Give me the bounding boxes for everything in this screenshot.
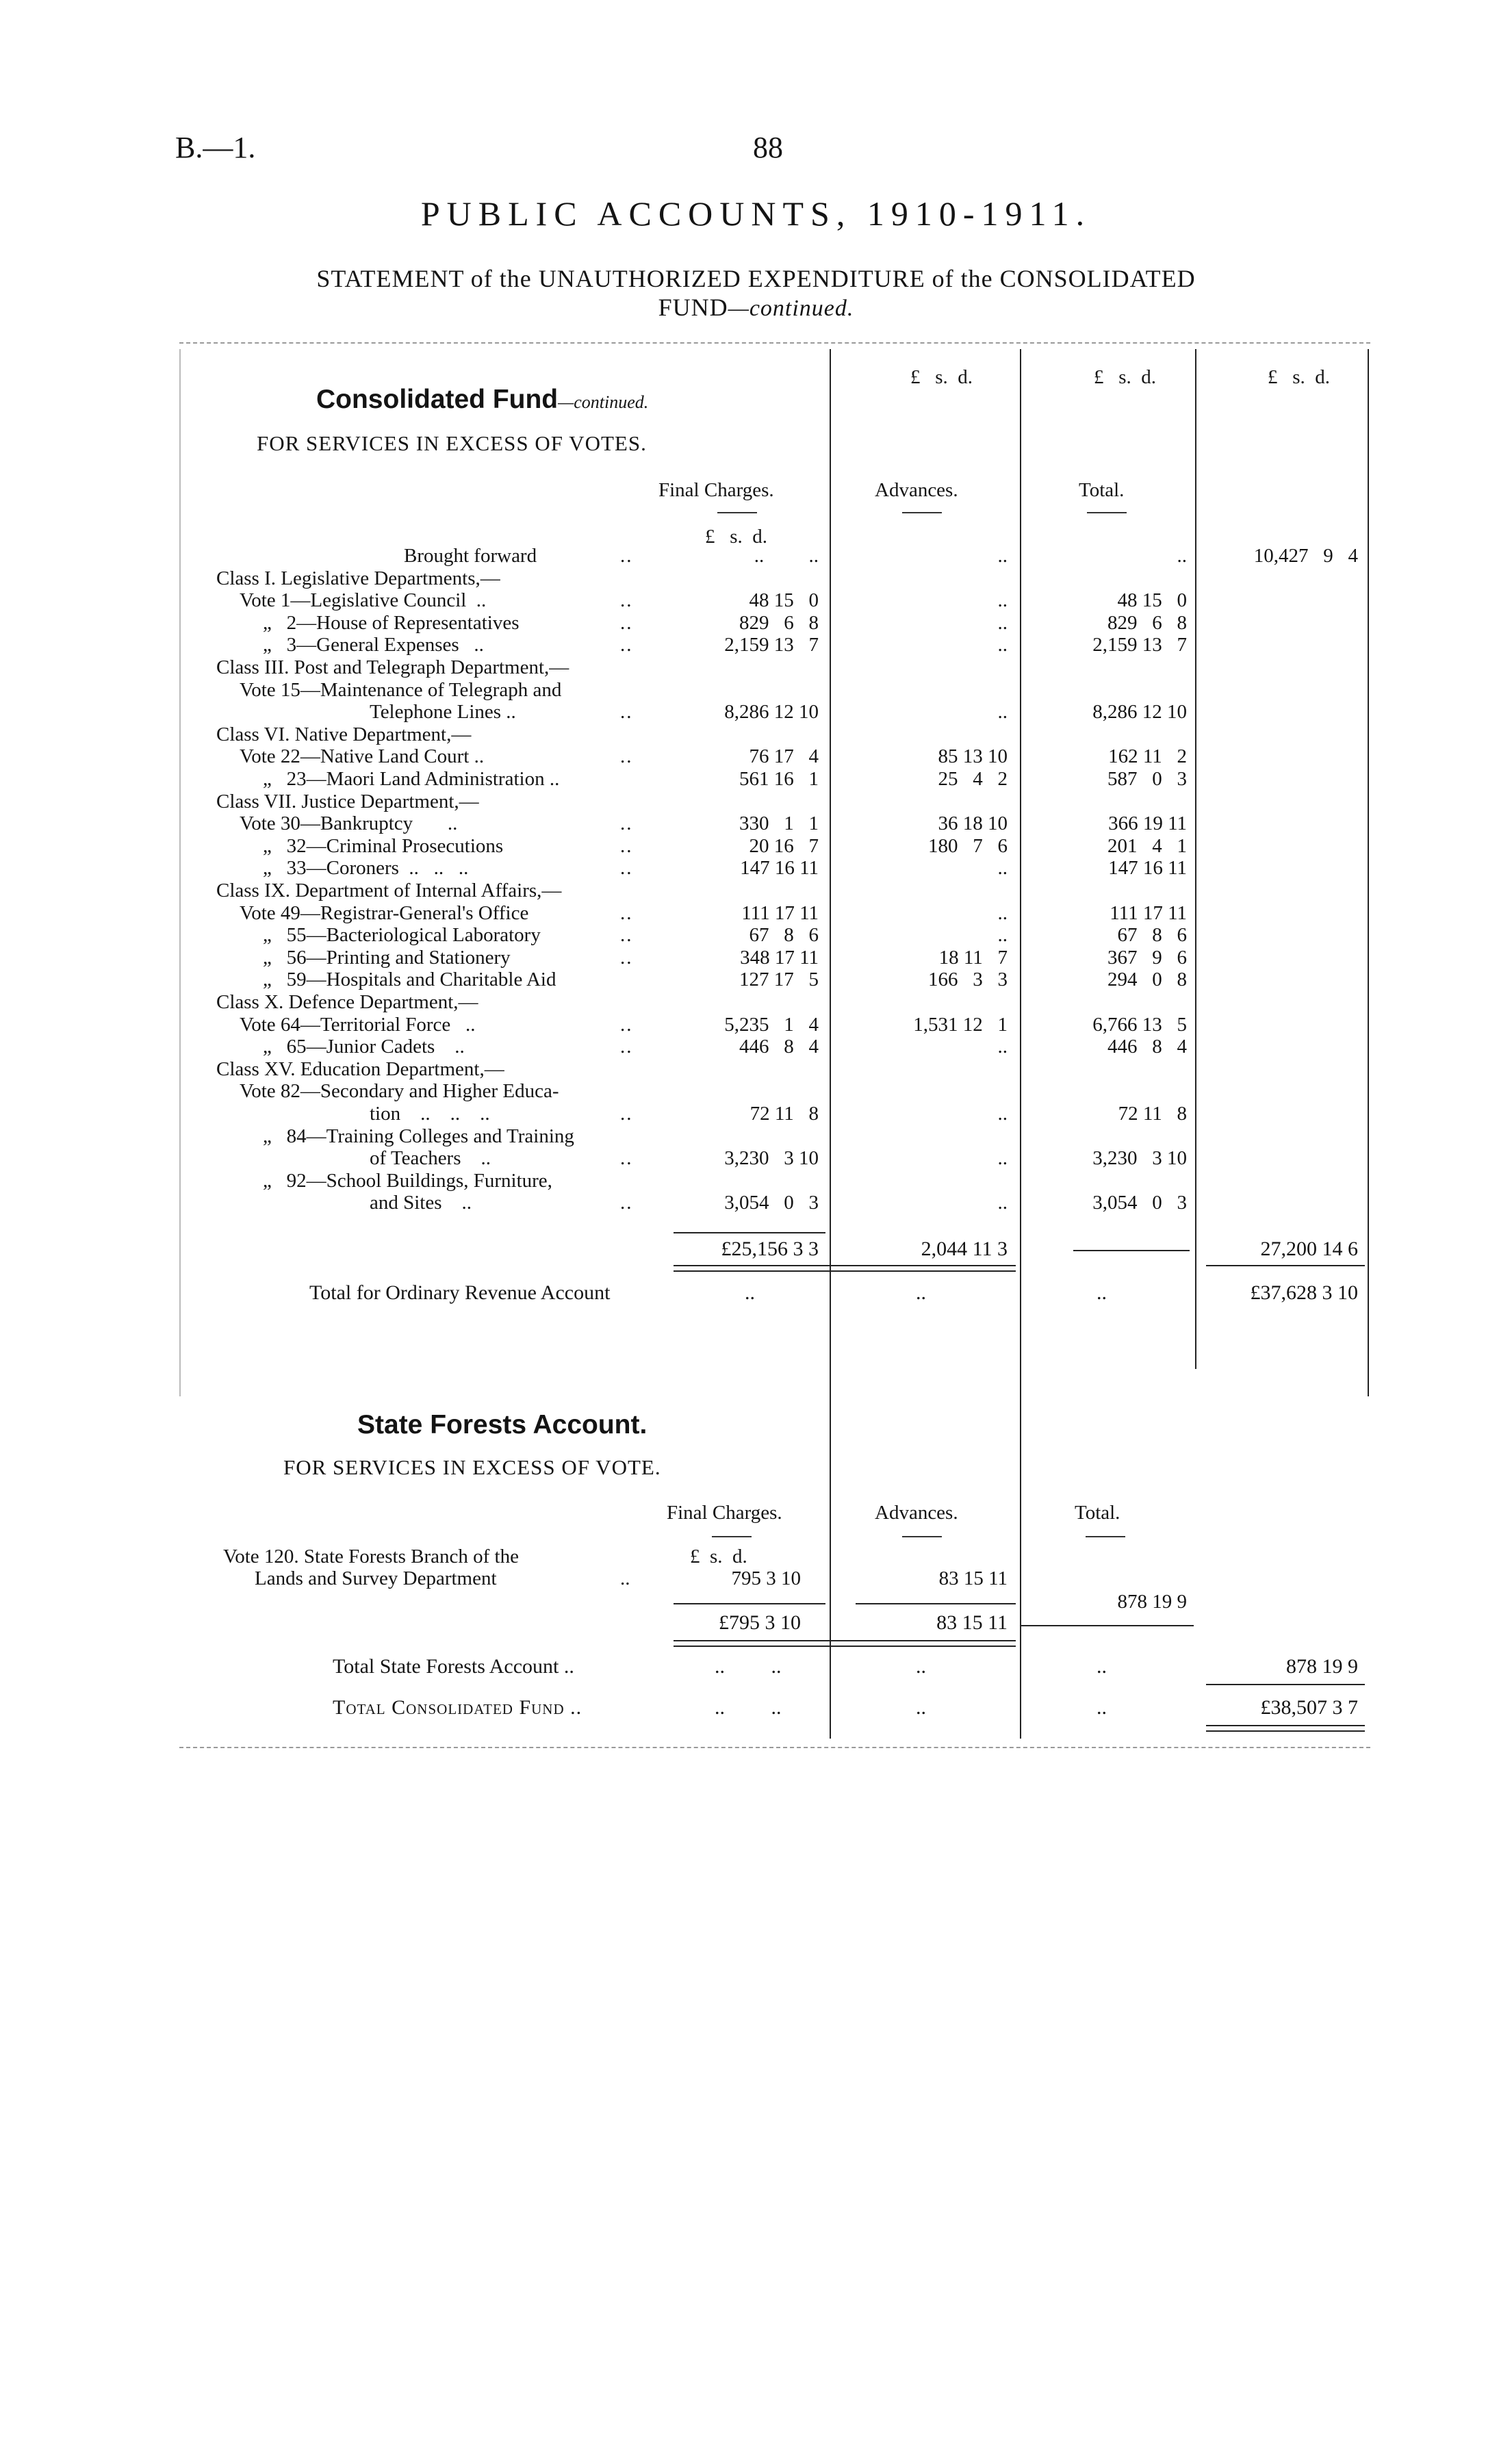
col-advances: Advances. — [875, 479, 958, 501]
s2-vote-leader: .. — [620, 1567, 630, 1589]
s2-sum-double-b — [674, 1646, 1016, 1647]
row-total: 587 0 3 — [1107, 768, 1187, 790]
row-final-charges: 127 17 5 — [739, 969, 819, 991]
col-total: Total. — [1079, 479, 1125, 501]
row-advances: .. — [997, 924, 1008, 947]
col-adv-underline — [902, 512, 942, 513]
grand-double-a — [1206, 1725, 1365, 1726]
section2-subtitle: FOR SERVICES IN EXCESS OF VOTE. — [283, 1455, 661, 1479]
table-row — [0, 679, 1512, 702]
row-total: 3,230 3 10 — [1092, 1147, 1187, 1170]
row-description: „ 23—Maori Land Administration .. — [263, 768, 560, 790]
row-leader: .. — [620, 1192, 633, 1214]
table-row — [0, 1103, 1512, 1125]
table-row — [0, 991, 1512, 1014]
subtotal-final: £25,156 3 3 — [721, 1238, 819, 1260]
row-leader: .. — [620, 611, 633, 634]
table-row — [0, 835, 1512, 858]
row-leader: .. — [620, 924, 633, 947]
s2-col-total: Total. — [1075, 1502, 1120, 1524]
row-advances: .. — [997, 589, 1008, 612]
grand-total-value: £38,507 3 7 — [1260, 1696, 1358, 1719]
row-description: „ 55—Bacteriological Laboratory — [263, 924, 541, 947]
table-row — [0, 612, 1512, 635]
row-advances: .. — [997, 634, 1008, 656]
s2-sum-total-rule — [1020, 1625, 1194, 1626]
row-total: 72 11 8 — [1118, 1103, 1187, 1125]
row-description: Brought forward — [404, 545, 537, 567]
table-row — [0, 724, 1512, 746]
table-row — [0, 1192, 1512, 1214]
row-grand: 10,427 9 4 — [1253, 545, 1358, 567]
section2-title: State Forests Account. — [357, 1410, 648, 1439]
table-row — [0, 791, 1512, 813]
s2-col-adv-underline — [902, 1536, 942, 1537]
row-final-charges: 3,054 0 3 — [724, 1192, 819, 1214]
table-row — [0, 924, 1512, 947]
subtitle-continued: —continued. — [728, 296, 854, 321]
row-final-charges: 48 15 0 — [749, 589, 819, 612]
row-final-charges: 67 8 6 — [749, 924, 819, 947]
statement-subtitle-line1: STATEMENT of the UNAUTHORIZED EXPENDITURE of the CONSOLIDATED — [316, 265, 1196, 292]
row-final-charges: 147 16 11 — [740, 857, 819, 880]
table-row — [0, 969, 1512, 991]
table-row — [0, 1036, 1512, 1058]
row-description: „ 84—Training Colleges and Training — [263, 1125, 574, 1147]
row-final-charges: 20 16 7 — [749, 834, 819, 857]
table-row — [0, 902, 1512, 925]
row-total: 367 9 6 — [1107, 946, 1187, 969]
s2-total-adv: .. — [916, 1655, 926, 1678]
row-description: „ 32—Criminal Prosecutions — [263, 834, 504, 857]
row-total: 366 19 11 — [1108, 812, 1187, 835]
table-row — [0, 857, 1512, 880]
table-row — [0, 1170, 1512, 1192]
row-final-charges: 2,159 13 7 — [724, 634, 819, 656]
grand-rule-upper — [1206, 1265, 1365, 1266]
row-description: Vote 82—Secondary and Higher Educa- — [240, 1080, 559, 1103]
subtotal-total-rule — [1073, 1250, 1190, 1251]
s2-sum-top-rule-adv — [856, 1603, 1016, 1604]
table-row — [0, 768, 1512, 791]
row-description: Class VI. Native Department,— — [216, 723, 472, 745]
row-description: Class VII. Justice Department,— — [216, 790, 479, 812]
row-final-charges: 561 16 1 — [739, 768, 819, 790]
row-total: 48 15 0 — [1117, 589, 1187, 612]
s2-vote-total: 878 19 9 — [1117, 1591, 1187, 1613]
row-description: Vote 15—Maintenance of Telegraph and — [240, 678, 562, 701]
row-description: „ 33—Coroners .. .. .. — [263, 857, 469, 880]
row-description: Telephone Lines .. — [370, 701, 516, 724]
row-description: Class III. Post and Telegraph Department,— — [216, 656, 569, 678]
ordinary-total-final: .. — [745, 1281, 755, 1304]
row-final-charges: 348 17 11 — [740, 946, 819, 969]
row-description: Vote 1—Legislative Council .. — [240, 589, 487, 612]
row-leader: .. — [620, 1036, 633, 1058]
subtotal-top-rule-final — [674, 1232, 825, 1233]
ordinary-total-adv: .. — [916, 1281, 926, 1304]
row-advances: 18 11 7 — [938, 946, 1008, 969]
row-description: „ 56—Printing and Stationery — [263, 946, 511, 969]
s2-total-grand: 878 19 9 — [1286, 1655, 1358, 1678]
row-total: 201 4 1 — [1107, 834, 1187, 857]
col-total-underline — [1087, 512, 1127, 513]
row-leader: .. — [620, 812, 633, 835]
s2-col-advances: Advances. — [875, 1502, 958, 1524]
row-advances: .. — [997, 857, 1008, 880]
row-advances: 25 4 2 — [938, 768, 1008, 790]
table-row — [0, 745, 1512, 768]
row-total: 162 11 2 — [1108, 745, 1187, 768]
table-row — [0, 634, 1512, 656]
row-advances: 166 3 3 — [928, 969, 1008, 991]
row-final-charges: 76 17 4 — [749, 745, 819, 768]
row-advances: .. — [997, 701, 1008, 724]
row-description: Class IX. Department of Internal Affairs,— — [216, 880, 562, 901]
page-title: PUBLIC ACCOUNTS, 1910-1911. — [420, 194, 1092, 233]
s2-sum-double-a — [674, 1640, 1016, 1641]
row-leader: .. — [620, 834, 633, 857]
row-final-charges: 330 1 1 — [739, 812, 819, 835]
row-description: „ 2—House of Representatives — [263, 611, 520, 634]
row-description: Vote 64—Territorial Force .. — [240, 1013, 476, 1036]
row-description: Vote 30—Bankruptcy .. — [240, 812, 458, 835]
s2-total-label: Total State Forests Account .. — [333, 1655, 574, 1678]
s2-unit-header: £ s. d. — [690, 1546, 747, 1567]
table-bottom-rule — [179, 1747, 1370, 1748]
row-leader: .. — [620, 701, 633, 724]
row-advances: 180 7 6 — [928, 834, 1008, 857]
section1-title: Consolidated Fund—continued. — [316, 385, 649, 414]
unit-header-total: £ s. d. — [1094, 366, 1157, 388]
col-final-charges: Final Charges. — [658, 479, 774, 501]
s2-vote-advances: 83 15 11 — [938, 1567, 1008, 1589]
row-advances: 85 13 10 — [938, 745, 1008, 768]
row-total: 3,054 0 3 — [1092, 1192, 1187, 1214]
row-total: 6,766 13 5 — [1092, 1013, 1187, 1036]
row-final-charges: 72 11 8 — [749, 1103, 819, 1125]
row-description: Class XV. Education Department,— — [216, 1058, 504, 1080]
row-advances: .. — [997, 901, 1008, 924]
row-advances: .. — [997, 545, 1008, 567]
row-advances: 36 18 10 — [938, 812, 1008, 835]
row-advances: .. — [997, 1147, 1008, 1170]
ordinary-total-tot: .. — [1097, 1281, 1107, 1304]
subtotal-advances: 2,044 11 3 — [921, 1238, 1008, 1260]
row-leader: .. — [620, 745, 633, 768]
row-description: Class I. Legislative Departments,— — [216, 567, 500, 589]
row-total: 147 16 11 — [1108, 857, 1187, 880]
statement-subtitle-line2 — [0, 293, 1512, 322]
s2-vote-line2: Lands and Survey Department — [255, 1567, 497, 1589]
table-row — [0, 812, 1512, 835]
row-final-charges: 829 6 8 — [739, 611, 819, 634]
row-leader: .. — [620, 634, 633, 656]
row-leader: .. — [620, 946, 633, 969]
s2-sum-final: £795 3 10 — [719, 1611, 801, 1634]
row-leader: .. — [620, 589, 633, 612]
grand-total-tot: .. — [1097, 1696, 1107, 1719]
grand-double-b — [1206, 1730, 1365, 1732]
s2-sum-top-rule — [674, 1603, 825, 1604]
row-advances: .. — [997, 1036, 1008, 1058]
row-final-charges: 111 17 11 — [741, 901, 819, 924]
s2-total-final: .. .. — [715, 1655, 782, 1678]
row-total: 67 8 6 — [1117, 924, 1187, 947]
s2-sum-advances: 83 15 11 — [936, 1611, 1008, 1634]
row-total: 829 6 8 — [1107, 611, 1187, 634]
s2-col-final: Final Charges. — [667, 1502, 782, 1524]
row-final-charges: .. .. — [754, 545, 819, 567]
row-total: 446 8 4 — [1107, 1036, 1187, 1058]
row-final-charges: 3,230 3 10 — [724, 1147, 819, 1170]
grand-total-label: Total Consolidated Fund .. — [333, 1696, 582, 1719]
subtotal-double-rule-b — [674, 1270, 1016, 1272]
grand-total-final: .. .. — [715, 1696, 782, 1719]
ordinary-total-grand: £37,628 3 10 — [1250, 1281, 1358, 1304]
table-row — [0, 589, 1512, 612]
unit-header-adv: £ s. d. — [910, 366, 973, 388]
row-advances: .. — [997, 1192, 1008, 1214]
s2-vote-line1: Vote 120. State Forests Branch of the — [223, 1546, 519, 1567]
row-leader: .. — [620, 545, 633, 567]
row-final-charges: 446 8 4 — [739, 1036, 819, 1058]
subtotal-double-rule-a — [674, 1265, 1016, 1266]
section1-subtitle: FOR SERVICES IN EXCESS OF VOTES. — [257, 431, 647, 455]
table-row — [0, 947, 1512, 969]
row-leader: .. — [620, 1013, 633, 1036]
s2-vote-final: 795 3 10 — [731, 1567, 801, 1589]
subtitle-fund: FUND — [658, 294, 728, 321]
row-description: Vote 49—Registrar-General's Office — [240, 901, 529, 924]
row-advances: .. — [997, 611, 1008, 634]
table-row — [0, 567, 1512, 590]
row-total: 294 0 8 — [1107, 969, 1187, 991]
row-leader: .. — [620, 901, 633, 924]
row-description: „ 3—General Expenses .. — [263, 634, 484, 656]
table-row — [0, 545, 1512, 567]
ordinary-total-label: Total for Ordinary Revenue Account — [309, 1281, 611, 1304]
row-advances: .. — [997, 1103, 1008, 1125]
table-row — [0, 656, 1512, 679]
table-row — [0, 701, 1512, 724]
row-description: Class X. Defence Department,— — [216, 991, 478, 1013]
row-description: tion .. .. .. — [370, 1103, 490, 1125]
row-total: 111 17 11 — [1110, 901, 1187, 924]
s2-total-tot: .. — [1097, 1655, 1107, 1678]
page-ref: B.—1. — [175, 131, 256, 164]
row-description: „ 65—Junior Cadets .. — [263, 1036, 465, 1058]
unit-header-final: £ s. d. — [705, 526, 768, 548]
row-description: „ 59—Hospitals and Charitable Aid — [263, 969, 556, 991]
row-final-charges: 8,286 12 10 — [724, 701, 819, 724]
col-final-underline — [717, 512, 757, 513]
table-row — [0, 880, 1512, 902]
table-row — [0, 1080, 1512, 1103]
unit-header-grand: £ s. d. — [1268, 366, 1331, 388]
row-leader: .. — [620, 857, 633, 880]
page-number: 88 — [753, 131, 783, 164]
table-row — [0, 1014, 1512, 1036]
s2-grand-rule — [1206, 1684, 1365, 1685]
table-top-rule — [179, 342, 1370, 344]
subtotal-grand: 27,200 14 6 — [1260, 1238, 1358, 1260]
table-row — [0, 1125, 1512, 1148]
s2-col-final-underline — [712, 1536, 752, 1537]
row-description: of Teachers .. — [370, 1147, 491, 1170]
s2-col-total-underline — [1086, 1536, 1125, 1537]
row-description: Vote 22—Native Land Court .. — [240, 745, 485, 768]
row-description: „ 92—School Buildings, Furniture, — [263, 1169, 552, 1192]
row-leader: .. — [620, 1147, 633, 1170]
row-total: 2,159 13 7 — [1092, 634, 1187, 656]
row-advances: 1,531 12 1 — [913, 1013, 1008, 1036]
table-row — [0, 1147, 1512, 1170]
row-description: and Sites .. — [370, 1192, 472, 1214]
row-final-charges: 5,235 1 4 — [724, 1013, 819, 1036]
row-total: .. — [1177, 545, 1187, 567]
row-total: 8,286 12 10 — [1092, 701, 1187, 724]
grand-total-adv: .. — [916, 1696, 926, 1719]
row-leader: .. — [620, 1103, 633, 1125]
table-row — [0, 1058, 1512, 1081]
